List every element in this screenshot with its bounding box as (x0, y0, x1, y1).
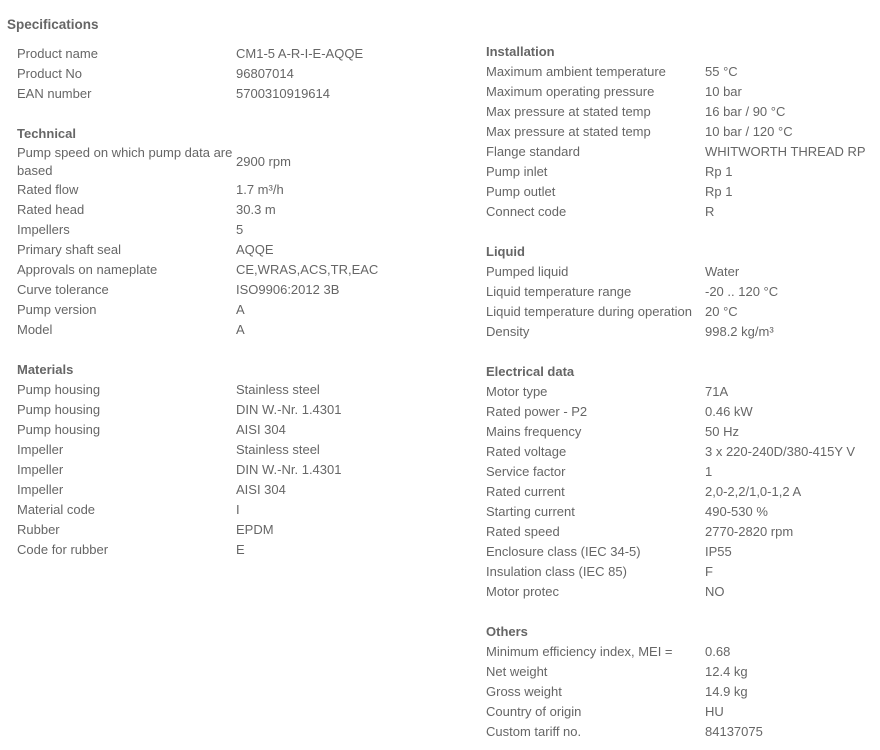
spec-row (486, 702, 880, 722)
spec-value: Rp 1 (705, 164, 733, 179)
spec-row (486, 162, 880, 182)
spec-label: Impeller (17, 462, 64, 477)
spec-row (17, 300, 417, 320)
spec-label: Pump outlet (486, 184, 556, 199)
section-title: Materials (17, 362, 74, 377)
spec-label: Pump housing (17, 382, 101, 397)
spec-section-others (486, 622, 880, 742)
spec-label: Rated current (486, 484, 565, 499)
spec-label: Pump version (17, 302, 97, 317)
spec-row (486, 682, 880, 702)
spec-label: Minimum efficiency index, MEI = (486, 644, 673, 659)
spec-label: Impellers (17, 222, 70, 237)
spec-label: Gross weight (486, 684, 562, 699)
spec-value: 3 x 220-240D/380-415Y V (705, 444, 856, 459)
spec-label: Country of origin (486, 704, 582, 719)
spec-value: HU (705, 704, 724, 719)
spec-row (17, 220, 417, 240)
spec-value: AISI 304 (236, 422, 286, 437)
spec-label: Motor protec (486, 584, 559, 599)
spec-label: Rubber (17, 522, 60, 537)
spec-value: 998.2 kg/m³ (705, 324, 774, 339)
spec-value: Water (705, 264, 740, 279)
spec-row (486, 582, 880, 602)
spec-value: 2900 rpm (236, 154, 291, 169)
spec-label: Rated voltage (486, 444, 567, 459)
section-title: Liquid (486, 244, 525, 259)
spec-value: 10 bar (705, 84, 742, 99)
spec-row (17, 280, 417, 300)
spec-label: Liquid temperature during operation (486, 304, 692, 319)
spec-value: 10 bar / 120 °C (705, 124, 793, 139)
spec-row (17, 440, 417, 460)
spec-label: Motor type (486, 384, 548, 399)
spec-label: Max pressure at stated temp (486, 104, 651, 119)
spec-label: Mains frequency (486, 424, 582, 439)
spec-row (17, 420, 417, 440)
spec-label: Max pressure at stated temp (486, 124, 651, 139)
spec-label: Density (486, 324, 530, 339)
spec-row (486, 202, 880, 222)
spec-row (486, 482, 880, 502)
spec-label: Pump housing (17, 422, 101, 437)
spec-value: 16 bar / 90 °C (705, 104, 786, 119)
spec-value: CE,WRAS,ACS,TR,EAC (236, 262, 379, 277)
spec-value: E (236, 542, 245, 557)
spec-row (17, 520, 417, 540)
spec-row (17, 44, 417, 64)
spec-row (17, 240, 417, 260)
spec-value: Stainless steel (236, 442, 320, 457)
spec-section-technical (17, 124, 417, 340)
spec-row (486, 182, 880, 202)
spec-label: Code for rubber (17, 542, 109, 557)
spec-row (17, 200, 417, 220)
spec-section-materials (17, 360, 417, 560)
spec-value: DIN W.-Nr. 1.4301 (236, 402, 342, 417)
spec-row (17, 400, 417, 420)
section-title: Technical (17, 126, 77, 141)
spec-value: A (236, 322, 245, 337)
spec-value: 55 °C (705, 64, 738, 79)
spec-value: AISI 304 (236, 482, 286, 497)
spec-row (17, 540, 417, 560)
spec-value: AQQE (236, 242, 274, 257)
spec-label: Enclosure class (IEC 34-5) (486, 544, 641, 559)
section-title: Electrical data (486, 364, 575, 379)
spec-value: 71A (705, 384, 729, 399)
spec-label: Pump speed on which pump data are based (17, 145, 233, 178)
spec-row (17, 380, 417, 400)
spec-label: Pump housing (17, 402, 101, 417)
spec-row (486, 282, 880, 302)
spec-value: 30.3 m (236, 202, 276, 217)
spec-value: 20 °C (705, 304, 738, 319)
spec-label: Maximum operating pressure (486, 84, 655, 99)
spec-label: Pump inlet (486, 164, 548, 179)
spec-value: EPDM (236, 522, 274, 537)
spec-value: WHITWORTH THREAD RP (705, 144, 866, 159)
spec-value: 0.46 kW (705, 404, 753, 419)
spec-label: Model (17, 322, 53, 337)
spec-row (486, 122, 880, 142)
spec-label: Rated head (17, 202, 85, 217)
spec-row (17, 320, 417, 340)
spec-row (17, 180, 417, 200)
spec-row (486, 102, 880, 122)
spec-row (486, 322, 880, 342)
spec-row (486, 382, 880, 402)
spec-row (486, 522, 880, 542)
spec-label: Starting current (486, 504, 575, 519)
spec-value: NO (705, 584, 725, 599)
spec-row (486, 442, 880, 462)
spec-row (486, 82, 880, 102)
spec-section-installation (486, 42, 880, 222)
spec-value: 1.7 m³/h (236, 182, 284, 197)
spec-value: 2770-2820 rpm (705, 524, 794, 539)
spec-label: Liquid temperature range (486, 284, 632, 299)
spec-row (486, 562, 880, 582)
spec-value: 490-530 % (705, 504, 768, 519)
spec-label: Insulation class (IEC 85) (486, 564, 627, 579)
spec-row (17, 500, 417, 520)
spec-label: Material code (17, 502, 96, 517)
spec-row (17, 260, 417, 280)
spec-row (486, 302, 880, 322)
spec-value: 0.68 (705, 644, 731, 659)
spec-label: EAN number (17, 86, 92, 101)
spec-row (486, 402, 880, 422)
spec-label: Pumped liquid (486, 264, 569, 279)
spec-section-electrical-data (486, 362, 880, 602)
spec-row (486, 422, 880, 442)
spec-row (17, 460, 417, 480)
spec-label: Maximum ambient temperature (486, 64, 666, 79)
spec-label: Approvals on nameplate (17, 262, 158, 277)
spec-label: Net weight (486, 664, 548, 679)
spec-row (17, 144, 417, 180)
spec-value: 14.9 kg (705, 684, 748, 699)
left-column (17, 44, 417, 560)
spec-value: 84137075 (705, 724, 763, 739)
spec-label: Service factor (486, 464, 566, 479)
spec-row (486, 542, 880, 562)
spec-label: Rated flow (17, 182, 79, 197)
spec-label: Product name (17, 46, 98, 61)
spec-label: Product No (17, 66, 83, 81)
spec-label: Primary shaft seal (17, 242, 122, 257)
page-title: Specifications (7, 17, 99, 32)
spec-value: 5 (236, 222, 244, 237)
spec-value: 50 Hz (705, 424, 739, 439)
spec-value: 1 (705, 464, 713, 479)
spec-row (486, 502, 880, 522)
spec-row (17, 84, 417, 104)
spec-row (486, 62, 880, 82)
spec-row (486, 462, 880, 482)
spec-label: Connect code (486, 204, 567, 219)
spec-value: A (236, 302, 245, 317)
spec-label: Custom tariff no. (486, 724, 582, 739)
spec-value: Rp 1 (705, 184, 733, 199)
spec-value: Stainless steel (236, 382, 320, 397)
spec-label: Flange standard (486, 144, 580, 159)
spec-row (486, 722, 880, 742)
section-title: Installation (486, 44, 555, 59)
spec-value: 5700310919614 (236, 86, 330, 101)
spec-value: 96807014 (236, 66, 294, 81)
spec-section-liquid (486, 242, 880, 342)
spec-value: DIN W.-Nr. 1.4301 (236, 462, 342, 477)
spec-value: I (236, 502, 240, 517)
spec-row (486, 142, 880, 162)
spec-value: -20 .. 120 °C (705, 284, 779, 299)
section-title: Others (486, 624, 528, 639)
spec-row (486, 262, 880, 282)
spec-section-general (17, 44, 417, 104)
spec-value: F (705, 564, 713, 579)
spec-label: Curve tolerance (17, 282, 109, 297)
spec-label: Rated power - P2 (486, 404, 588, 419)
spec-label: Rated speed (486, 524, 560, 539)
spec-row (17, 480, 417, 500)
spec-row (17, 64, 417, 84)
spec-value: ISO9906:2012 3B (236, 282, 340, 297)
spec-value: IP55 (705, 544, 732, 559)
spec-value: 2,0-2,2/1,0-1,2 A (705, 484, 802, 499)
spec-row (486, 642, 880, 662)
right-column (486, 42, 880, 742)
spec-label: Impeller (17, 482, 64, 497)
spec-row (486, 662, 880, 682)
spec-value: 12.4 kg (705, 664, 748, 679)
spec-value: R (705, 204, 715, 219)
spec-label: Impeller (17, 442, 64, 457)
spec-value: CM1-5 A-R-I-E-AQQE (236, 46, 364, 61)
